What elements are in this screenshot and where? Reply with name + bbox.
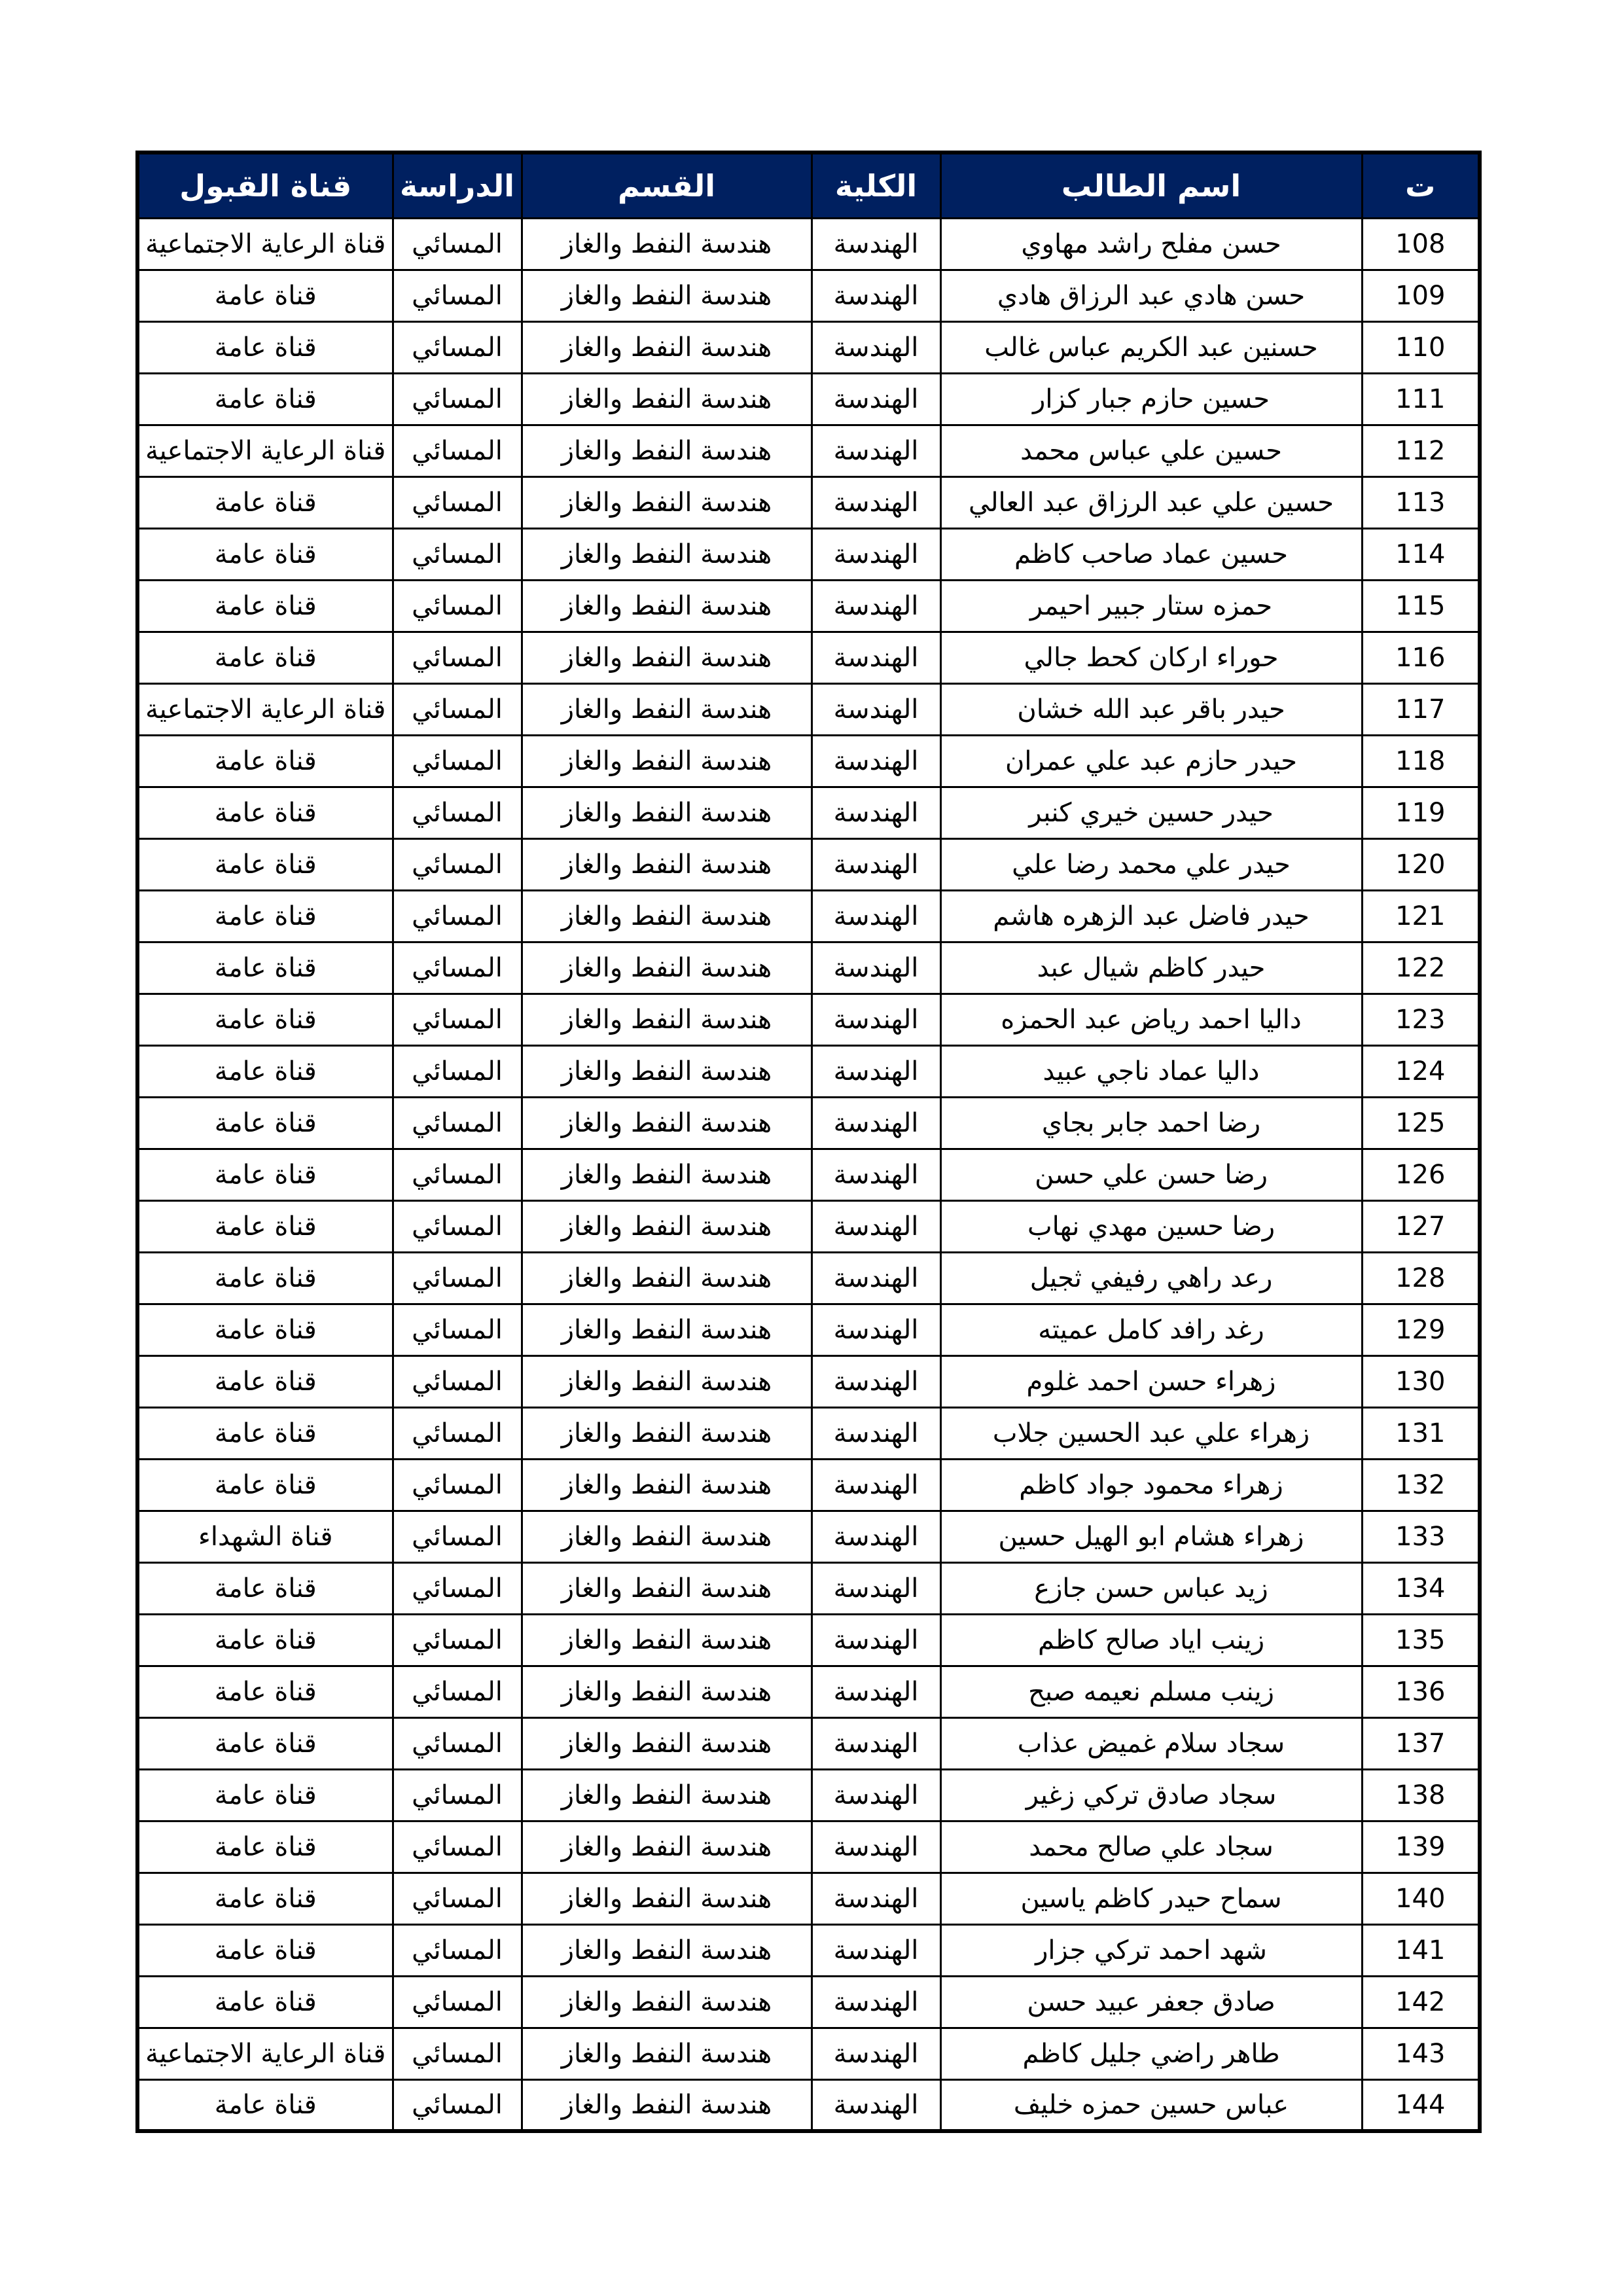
college-cell: الهندسة — [812, 321, 940, 373]
college-cell: الهندسة — [812, 1459, 940, 1511]
college-cell: الهندسة — [812, 270, 940, 321]
college-cell: الهندسة — [812, 1717, 940, 1769]
admission-channel-cell: قناة عامة — [137, 994, 393, 1045]
table-row — [137, 270, 1480, 321]
college-cell: الهندسة — [812, 476, 940, 528]
study-cell: المسائي — [393, 373, 522, 425]
table-row — [137, 1304, 1480, 1355]
study-cell: المسائي — [393, 1355, 522, 1407]
student-name-cell: حمزه ستار جبير احيمر — [940, 580, 1362, 632]
row-number-cell: 116 — [1362, 632, 1480, 683]
study-cell: المسائي — [393, 994, 522, 1045]
department-cell: هندسة النفط والغاز — [522, 580, 812, 632]
row-number-cell: 115 — [1362, 580, 1480, 632]
student-name-cell: حيدر باقر عبد الله خشان — [940, 683, 1362, 735]
admission-table — [135, 151, 1482, 2133]
college-cell: الهندسة — [812, 1666, 940, 1717]
college-cell: الهندسة — [812, 787, 940, 838]
admission-channel-cell: قناة عامة — [137, 1666, 393, 1717]
department-cell: هندسة النفط والغاز — [522, 1976, 812, 2028]
student-name-cell: زهراء علي عبد الحسين جلاب — [940, 1407, 1362, 1459]
student-name-cell: حيدر فاضل عبد الزهره هاشم — [940, 890, 1362, 942]
row-number-cell: 122 — [1362, 942, 1480, 994]
study-cell: المسائي — [393, 218, 522, 270]
department-cell: هندسة النفط والغاز — [522, 632, 812, 683]
row-number-cell: 135 — [1362, 1614, 1480, 1666]
admission-channel-cell: قناة الرعاية الاجتماعية — [137, 2028, 393, 2079]
table-row — [137, 1769, 1480, 1821]
admission-channel-cell: قناة عامة — [137, 942, 393, 994]
department-cell: هندسة النفط والغاز — [522, 1407, 812, 1459]
study-cell: المسائي — [393, 1562, 522, 1614]
study-cell: المسائي — [393, 580, 522, 632]
table-row — [137, 942, 1480, 994]
student-name-cell: سجاد صادق تركي زغير — [940, 1769, 1362, 1821]
admission-channel-cell: قناة عامة — [137, 1562, 393, 1614]
department-cell: هندسة النفط والغاز — [522, 1873, 812, 1924]
admission-channel-cell: قناة الشهداء — [137, 1511, 393, 1562]
row-number-cell: 128 — [1362, 1252, 1480, 1304]
college-cell: الهندسة — [812, 632, 940, 683]
study-cell: المسائي — [393, 2079, 522, 2131]
college-cell: الهندسة — [812, 994, 940, 1045]
table-row — [137, 1562, 1480, 1614]
college-cell: الهندسة — [812, 1924, 940, 1976]
header-no: ت — [1362, 152, 1480, 218]
row-number-cell: 121 — [1362, 890, 1480, 942]
study-cell: المسائي — [393, 683, 522, 735]
college-cell: الهندسة — [812, 1149, 940, 1200]
department-cell: هندسة النفط والغاز — [522, 373, 812, 425]
college-cell: الهندسة — [812, 1045, 940, 1097]
study-cell: المسائي — [393, 838, 522, 890]
row-number-cell: 124 — [1362, 1045, 1480, 1097]
row-number-cell: 126 — [1362, 1149, 1480, 1200]
row-number-cell: 140 — [1362, 1873, 1480, 1924]
row-number-cell: 111 — [1362, 373, 1480, 425]
table-row — [137, 683, 1480, 735]
student-name-cell: حيدر علي محمد رضا علي — [940, 838, 1362, 890]
table-row — [137, 476, 1480, 528]
row-number-cell: 125 — [1362, 1097, 1480, 1149]
college-cell: الهندسة — [812, 1511, 940, 1562]
department-cell: هندسة النفط والغاز — [522, 787, 812, 838]
study-cell: المسائي — [393, 1511, 522, 1562]
admission-channel-cell: قناة عامة — [137, 1821, 393, 1873]
department-cell: هندسة النفط والغاز — [522, 2079, 812, 2131]
row-number-cell: 109 — [1362, 270, 1480, 321]
table-body — [137, 218, 1480, 2131]
department-cell: هندسة النفط والغاز — [522, 890, 812, 942]
admission-channel-cell: قناة الرعاية الاجتماعية — [137, 218, 393, 270]
study-cell: المسائي — [393, 270, 522, 321]
student-name-cell: حسين حازم جبار كزار — [940, 373, 1362, 425]
department-cell: هندسة النفط والغاز — [522, 1252, 812, 1304]
college-cell: الهندسة — [812, 1407, 940, 1459]
table-row — [137, 838, 1480, 890]
table-row — [137, 1407, 1480, 1459]
department-cell: هندسة النفط والغاز — [522, 1097, 812, 1149]
admission-channel-cell: قناة عامة — [137, 1976, 393, 2028]
table-row — [137, 1252, 1480, 1304]
student-name-cell: سجاد سلام غميض عذاب — [940, 1717, 1362, 1769]
study-cell: المسائي — [393, 1821, 522, 1873]
department-cell: هندسة النفط والغاز — [522, 270, 812, 321]
table-row — [137, 1511, 1480, 1562]
college-cell: الهندسة — [812, 1873, 940, 1924]
college-cell: الهندسة — [812, 1614, 940, 1666]
table-row — [137, 580, 1480, 632]
college-cell: الهندسة — [812, 942, 940, 994]
department-cell: هندسة النفط والغاز — [522, 683, 812, 735]
college-cell: الهندسة — [812, 1304, 940, 1355]
department-cell: هندسة النفط والغاز — [522, 1304, 812, 1355]
admission-channel-cell: قناة عامة — [137, 735, 393, 787]
student-name-cell: شهد احمد تركي جزار — [940, 1924, 1362, 1976]
study-cell: المسائي — [393, 1149, 522, 1200]
college-cell: الهندسة — [812, 1976, 940, 2028]
row-number-cell: 138 — [1362, 1769, 1480, 1821]
header-student-name: اسم الطالب — [940, 152, 1362, 218]
study-cell: المسائي — [393, 1873, 522, 1924]
table-row — [137, 1355, 1480, 1407]
row-number-cell: 137 — [1362, 1717, 1480, 1769]
study-cell: المسائي — [393, 1769, 522, 1821]
admission-channel-cell: قناة عامة — [137, 1149, 393, 1200]
table-row — [137, 1459, 1480, 1511]
student-name-cell: حسنين عبد الكريم عباس غالب — [940, 321, 1362, 373]
table-row — [137, 994, 1480, 1045]
study-cell: المسائي — [393, 1976, 522, 2028]
college-cell: الهندسة — [812, 735, 940, 787]
college-cell: الهندسة — [812, 1821, 940, 1873]
admission-channel-cell: قناة عامة — [137, 1304, 393, 1355]
admission-channel-cell: قناة عامة — [137, 476, 393, 528]
student-name-cell: زيد عباس حسن جازع — [940, 1562, 1362, 1614]
admission-channel-cell: قناة عامة — [137, 270, 393, 321]
admission-channel-cell: قناة عامة — [137, 2079, 393, 2131]
table-row — [137, 1924, 1480, 1976]
table-row — [137, 1666, 1480, 1717]
student-name-cell: زهراء محمود جواد كاظم — [940, 1459, 1362, 1511]
row-number-cell: 123 — [1362, 994, 1480, 1045]
department-cell: هندسة النفط والغاز — [522, 1821, 812, 1873]
student-name-cell: داليا احمد رياض عبد الحمزه — [940, 994, 1362, 1045]
department-cell: هندسة النفط والغاز — [522, 1666, 812, 1717]
department-cell: هندسة النفط والغاز — [522, 1924, 812, 1976]
student-name-cell: زينب مسلم نعيمه صبح — [940, 1666, 1362, 1717]
college-cell: الهندسة — [812, 1355, 940, 1407]
student-name-cell: سماح حيدر كاظم ياسين — [940, 1873, 1362, 1924]
row-number-cell: 143 — [1362, 2028, 1480, 2079]
department-cell: هندسة النفط والغاز — [522, 994, 812, 1045]
admission-channel-cell: قناة الرعاية الاجتماعية — [137, 683, 393, 735]
study-cell: المسائي — [393, 1459, 522, 1511]
department-cell: هندسة النفط والغاز — [522, 942, 812, 994]
table-row — [137, 1976, 1480, 2028]
student-name-cell: حوراء اركان كحط جالي — [940, 632, 1362, 683]
row-number-cell: 139 — [1362, 1821, 1480, 1873]
admission-channel-cell: قناة عامة — [137, 1459, 393, 1511]
admission-channel-cell: قناة عامة — [137, 528, 393, 580]
study-cell: المسائي — [393, 942, 522, 994]
department-cell: هندسة النفط والغاز — [522, 1511, 812, 1562]
header-college: الكلية — [812, 152, 940, 218]
table-row — [137, 1821, 1480, 1873]
college-cell: الهندسة — [812, 2028, 940, 2079]
department-cell: هندسة النفط والغاز — [522, 1459, 812, 1511]
college-cell: الهندسة — [812, 838, 940, 890]
study-cell: المسائي — [393, 476, 522, 528]
table-row — [137, 2028, 1480, 2079]
header-admission-channel: قناة القبول — [137, 152, 393, 218]
student-name-cell: رعد راهي رفيفي ثجيل — [940, 1252, 1362, 1304]
department-cell: هندسة النفط والغاز — [522, 1562, 812, 1614]
student-name-cell: حيدر حسين خيري كنبر — [940, 787, 1362, 838]
department-cell: هندسة النفط والغاز — [522, 1717, 812, 1769]
admission-channel-cell: قناة عامة — [137, 890, 393, 942]
admission-channel-cell: قناة عامة — [137, 373, 393, 425]
department-cell: هندسة النفط والغاز — [522, 1045, 812, 1097]
table-row — [137, 890, 1480, 942]
department-cell: هندسة النفط والغاز — [522, 838, 812, 890]
row-number-cell: 129 — [1362, 1304, 1480, 1355]
row-number-cell: 144 — [1362, 2079, 1480, 2131]
table-row — [137, 735, 1480, 787]
table-row — [137, 1873, 1480, 1924]
department-cell: هندسة النفط والغاز — [522, 1149, 812, 1200]
college-cell: الهندسة — [812, 528, 940, 580]
table-row — [137, 787, 1480, 838]
college-cell: الهندسة — [812, 2079, 940, 2131]
student-name-cell: رضا احمد جابر بجاي — [940, 1097, 1362, 1149]
department-cell: هندسة النفط والغاز — [522, 476, 812, 528]
student-name-cell: سجاد علي صالح محمد — [940, 1821, 1362, 1873]
study-cell: المسائي — [393, 425, 522, 476]
department-cell: هندسة النفط والغاز — [522, 321, 812, 373]
row-number-cell: 136 — [1362, 1666, 1480, 1717]
student-name-cell: عباس حسين حمزه خليف — [940, 2079, 1362, 2131]
study-cell: المسائي — [393, 1614, 522, 1666]
admission-channel-cell: قناة عامة — [137, 321, 393, 373]
admission-channel-cell: قناة عامة — [137, 1200, 393, 1252]
table-row — [137, 2079, 1480, 2131]
study-cell: المسائي — [393, 1200, 522, 1252]
study-cell: المسائي — [393, 1924, 522, 1976]
row-number-cell: 133 — [1362, 1511, 1480, 1562]
study-cell: المسائي — [393, 1304, 522, 1355]
admission-channel-cell: قناة عامة — [137, 1252, 393, 1304]
department-cell: هندسة النفط والغاز — [522, 1200, 812, 1252]
student-name-cell: حسين علي عبد الرزاق عبد العالي — [940, 476, 1362, 528]
admission-channel-cell: قناة عامة — [137, 838, 393, 890]
department-cell: هندسة النفط والغاز — [522, 735, 812, 787]
student-name-cell: حسن هادي عبد الرزاق هادي — [940, 270, 1362, 321]
table-row — [137, 321, 1480, 373]
table-row — [137, 425, 1480, 476]
admission-channel-cell: قناة عامة — [137, 1097, 393, 1149]
table-row — [137, 528, 1480, 580]
admission-channel-cell: قناة عامة — [137, 1407, 393, 1459]
study-cell: المسائي — [393, 1252, 522, 1304]
admission-channel-cell: قناة عامة — [137, 1355, 393, 1407]
study-cell: المسائي — [393, 1097, 522, 1149]
admission-channel-cell: قناة عامة — [137, 1614, 393, 1666]
admission-channel-cell: قناة عامة — [137, 1717, 393, 1769]
student-name-cell: زهراء هشام ابو الهيل حسين — [940, 1511, 1362, 1562]
college-cell: الهندسة — [812, 580, 940, 632]
table-header — [137, 152, 1480, 218]
student-name-cell: حسن مفلح راشد مهاوي — [940, 218, 1362, 270]
college-cell: الهندسة — [812, 218, 940, 270]
table-row — [137, 218, 1480, 270]
study-cell: المسائي — [393, 1666, 522, 1717]
header-study: الدراسة — [393, 152, 522, 218]
admission-channel-cell: قناة عامة — [137, 1873, 393, 1924]
row-number-cell: 114 — [1362, 528, 1480, 580]
student-name-cell: رضا حسن علي حسن — [940, 1149, 1362, 1200]
row-number-cell: 113 — [1362, 476, 1480, 528]
admission-channel-cell: قناة عامة — [137, 1924, 393, 1976]
study-cell: المسائي — [393, 528, 522, 580]
study-cell: المسائي — [393, 1717, 522, 1769]
admission-channel-cell: قناة عامة — [137, 632, 393, 683]
student-name-cell: حسين عماد صاحب كاظم — [940, 528, 1362, 580]
row-number-cell: 119 — [1362, 787, 1480, 838]
department-cell: هندسة النفط والغاز — [522, 1614, 812, 1666]
row-number-cell: 142 — [1362, 1976, 1480, 2028]
admission-table-container — [139, 151, 1482, 2133]
department-cell: هندسة النفط والغاز — [522, 1769, 812, 1821]
header-department: القسم — [522, 152, 812, 218]
department-cell: هندسة النفط والغاز — [522, 218, 812, 270]
row-number-cell: 118 — [1362, 735, 1480, 787]
study-cell: المسائي — [393, 321, 522, 373]
row-number-cell: 131 — [1362, 1407, 1480, 1459]
row-number-cell: 127 — [1362, 1200, 1480, 1252]
student-name-cell: رضا حسين مهدي نهاب — [940, 1200, 1362, 1252]
study-cell: المسائي — [393, 890, 522, 942]
student-name-cell: حيدر كاظم شيال عبد — [940, 942, 1362, 994]
table-row — [137, 1614, 1480, 1666]
admission-channel-cell: قناة عامة — [137, 787, 393, 838]
student-name-cell: حسين علي عباس محمد — [940, 425, 1362, 476]
admission-channel-cell: قناة الرعاية الاجتماعية — [137, 425, 393, 476]
college-cell: الهندسة — [812, 683, 940, 735]
study-cell: المسائي — [393, 1407, 522, 1459]
study-cell: المسائي — [393, 787, 522, 838]
row-number-cell: 120 — [1362, 838, 1480, 890]
table-row — [137, 1717, 1480, 1769]
study-cell: المسائي — [393, 735, 522, 787]
student-name-cell: صادق جعفر عبيد حسن — [940, 1976, 1362, 2028]
table-row — [137, 1200, 1480, 1252]
row-number-cell: 134 — [1362, 1562, 1480, 1614]
row-number-cell: 130 — [1362, 1355, 1480, 1407]
table-row — [137, 1149, 1480, 1200]
student-name-cell: حيدر حازم عبد علي عمران — [940, 735, 1362, 787]
department-cell: هندسة النفط والغاز — [522, 528, 812, 580]
study-cell: المسائي — [393, 1045, 522, 1097]
row-number-cell: 108 — [1362, 218, 1480, 270]
student-name-cell: زهراء حسن احمد غلوم — [940, 1355, 1362, 1407]
admission-channel-cell: قناة عامة — [137, 1045, 393, 1097]
table-row — [137, 1097, 1480, 1149]
study-cell: المسائي — [393, 632, 522, 683]
department-cell: هندسة النفط والغاز — [522, 425, 812, 476]
college-cell: الهندسة — [812, 425, 940, 476]
row-number-cell: 132 — [1362, 1459, 1480, 1511]
row-number-cell: 110 — [1362, 321, 1480, 373]
college-cell: الهندسة — [812, 1769, 940, 1821]
college-cell: الهندسة — [812, 1200, 940, 1252]
college-cell: الهندسة — [812, 1252, 940, 1304]
study-cell: المسائي — [393, 2028, 522, 2079]
table-row — [137, 373, 1480, 425]
college-cell: الهندسة — [812, 373, 940, 425]
header-row — [137, 152, 1480, 218]
college-cell: الهندسة — [812, 1562, 940, 1614]
department-cell: هندسة النفط والغاز — [522, 1355, 812, 1407]
row-number-cell: 117 — [1362, 683, 1480, 735]
admission-channel-cell: قناة عامة — [137, 1769, 393, 1821]
row-number-cell: 112 — [1362, 425, 1480, 476]
student-name-cell: داليا عماد ناجي عبيد — [940, 1045, 1362, 1097]
admission-channel-cell: قناة عامة — [137, 580, 393, 632]
college-cell: الهندسة — [812, 890, 940, 942]
student-name-cell: زينب اياد صالح كاظم — [940, 1614, 1362, 1666]
row-number-cell: 141 — [1362, 1924, 1480, 1976]
department-cell: هندسة النفط والغاز — [522, 2028, 812, 2079]
college-cell: الهندسة — [812, 1097, 940, 1149]
student-name-cell: رغد رافد كامل عميته — [940, 1304, 1362, 1355]
table-row — [137, 1045, 1480, 1097]
table-row — [137, 632, 1480, 683]
student-name-cell: طاهر راضي جليل كاظم — [940, 2028, 1362, 2079]
